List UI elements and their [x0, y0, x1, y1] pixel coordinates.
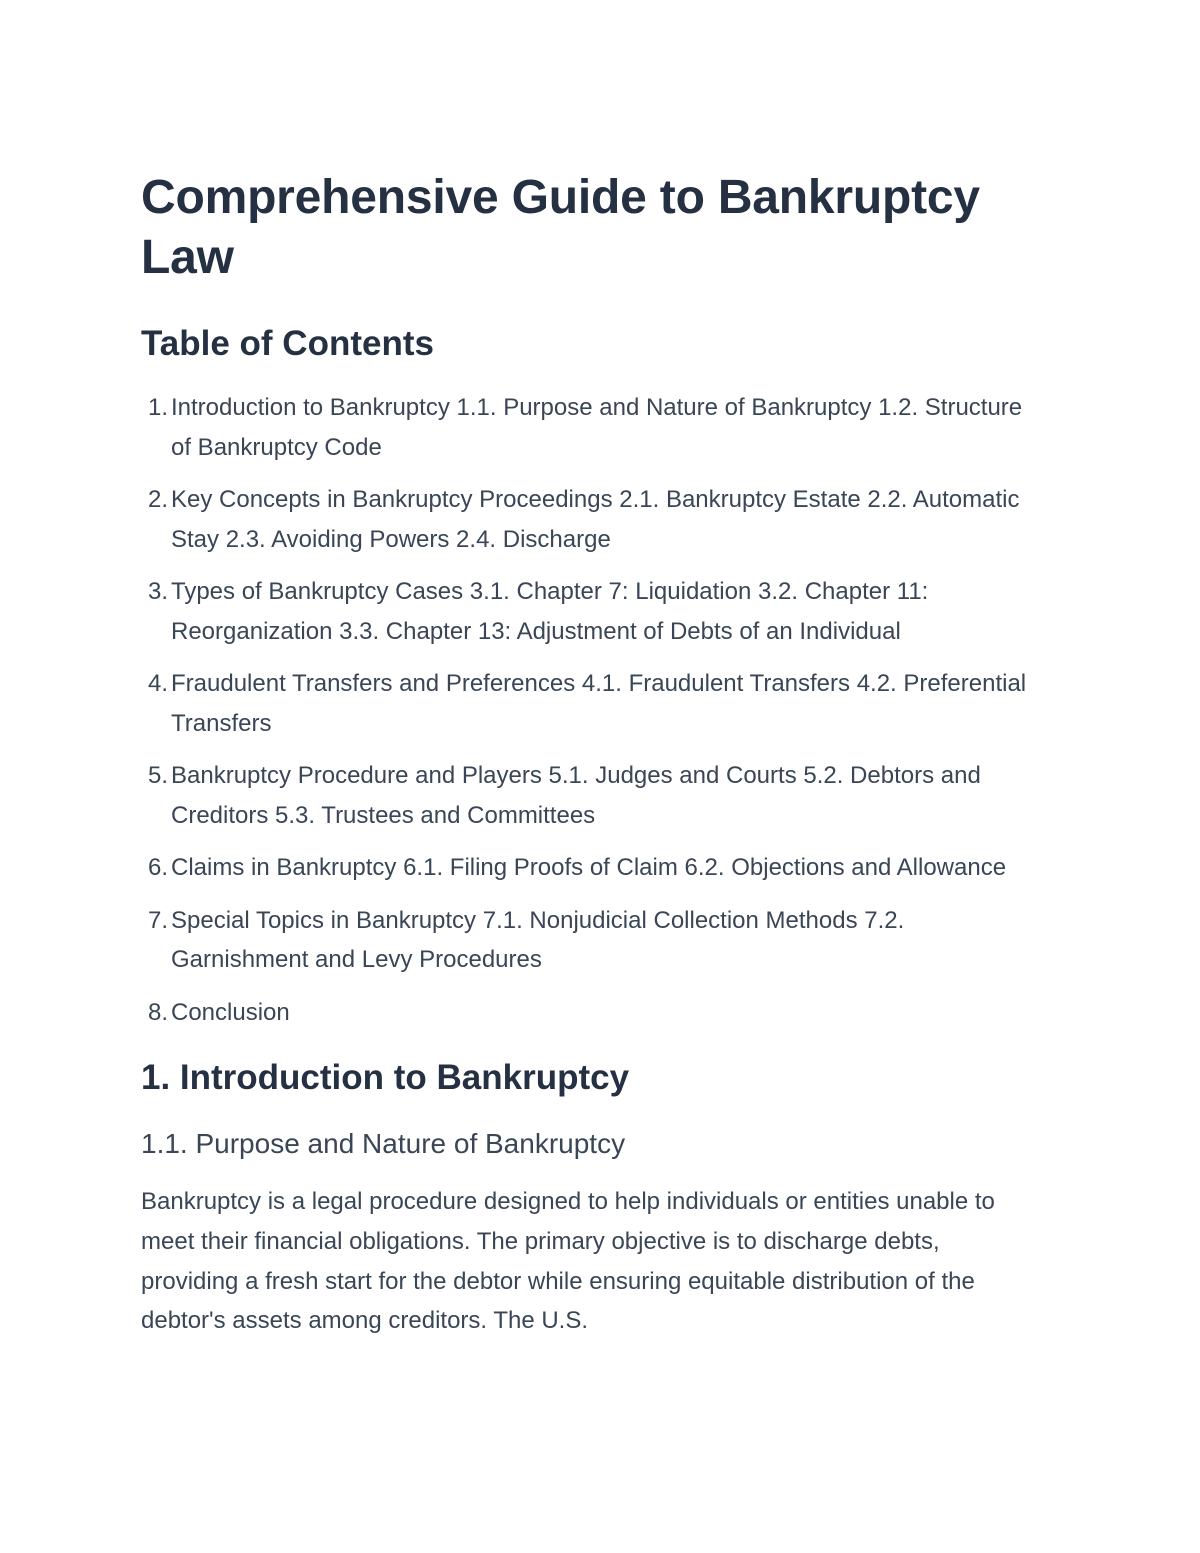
toc-list: [141, 388, 1041, 1032]
toc-item-number: 4.: [147, 670, 168, 697]
toc-item-text: Bankruptcy Procedure and Players 5.1. Judges and Courts 5.2. Debtors and Creditors 5.3. Trustees and Committees: [171, 762, 981, 829]
toc-item-number: 5.: [147, 762, 168, 789]
toc-heading: Table of Contents: [141, 324, 434, 363]
toc-item: [141, 901, 1041, 980]
toc-item: [141, 572, 1041, 651]
toc-item-number: 6.: [147, 854, 168, 881]
toc-item: [141, 848, 1041, 888]
toc-item: [141, 993, 1041, 1033]
toc-item-text: Types of Bankruptcy Cases 3.1. Chapter 7: Liquidation 3.2. Chapter 11: Reorganization 3.3. Chapter 13: Adjustment of Debts of an Individual: [171, 578, 929, 645]
toc-item-text: Conclusion: [171, 998, 290, 1026]
toc-item: [141, 756, 1041, 835]
toc-item-number: 3.: [147, 578, 168, 605]
toc-item-text: Key Concepts in Bankruptcy Proceedings 2.1. Bankruptcy Estate 2.2. Automatic Stay 2.3. Avoiding Powers 2.4. Discharge: [171, 486, 1020, 553]
document-title: Comprehensive Guide to Bankruptcy Law: [141, 171, 980, 284]
toc-item: [141, 480, 1041, 559]
subsection-heading: 1.1. Purpose and Nature of Bankruptcy: [141, 1128, 626, 1159]
toc-item-text: Introduction to Bankruptcy 1.1. Purpose and Nature of Bankruptcy 1.2. Structure of Bankruptcy Code: [171, 394, 1023, 461]
toc-item-text: Special Topics in Bankruptcy 7.1. Nonjudicial Collection Methods 7.2. Garnishment and Levy Procedures: [171, 906, 905, 973]
toc-item-number: 2.: [147, 486, 168, 513]
toc-item: [141, 664, 1041, 743]
toc-item-number: 7.: [147, 906, 168, 934]
toc-item: [141, 388, 1041, 467]
section-heading: 1. Introduction to Bankruptcy: [141, 1058, 630, 1097]
document-page: [141, 168, 1041, 1341]
toc-item-number: 8.: [147, 998, 168, 1026]
toc-item-number: 1.: [147, 394, 168, 421]
toc-item-text: Fraudulent Transfers and Preferences 4.1. Fraudulent Transfers 4.2. Preferential Transfers: [171, 670, 1027, 737]
body-paragraph: Bankruptcy is a legal procedure designed to help individuals or entities unable to meet their financial obligations. The primary objective is to discharge debts, providing a fresh start for the debtor while ensuring equitable distribution of the debtor's assets among creditors. The U.S.: [141, 1188, 995, 1335]
toc-item-text: Claims in Bankruptcy 6.1. Filing Proofs of Claim 6.2. Objections and Allowance: [171, 854, 1007, 881]
